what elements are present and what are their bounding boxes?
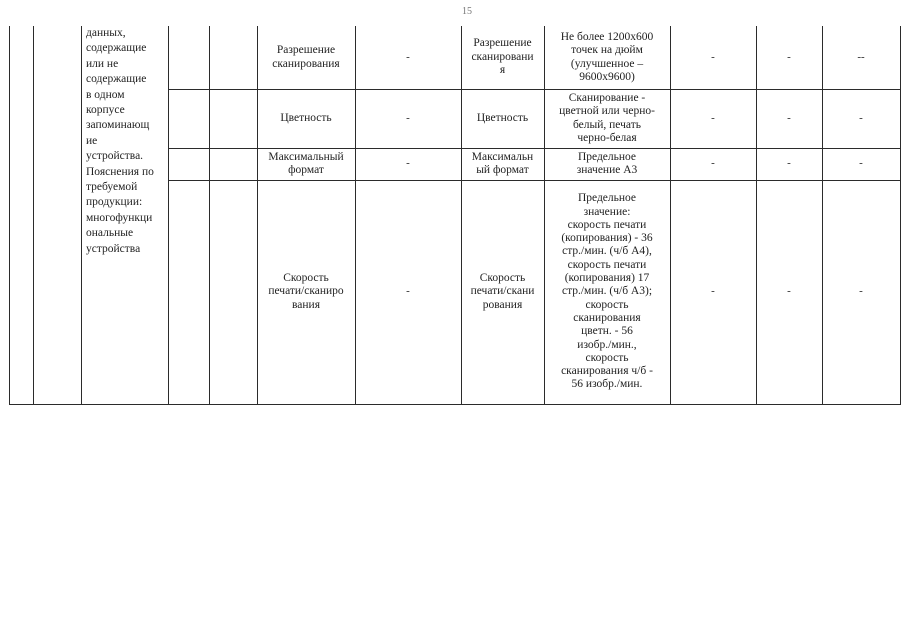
param-dash: - — [787, 50, 791, 63]
col-divider — [81, 26, 82, 404]
col-divider — [33, 26, 34, 404]
page-number: 15 — [462, 6, 472, 17]
param-dash: - — [711, 157, 715, 170]
param-dash: - — [859, 285, 863, 298]
param-value: Не более 1200х600 точек на дюйм (улучшенное – 9600х9600) — [560, 30, 654, 83]
param-dash: - — [787, 157, 791, 170]
param-name: Скорость печати/сканиро вания — [268, 271, 344, 311]
param-dash: - — [406, 285, 410, 298]
table-border-right — [900, 26, 901, 404]
col-divider — [168, 26, 169, 404]
param-name-2: Скорость печати/скани рования — [470, 271, 535, 311]
param-dash: - — [859, 111, 863, 124]
param-name-2: Разрешение сканировани я — [471, 37, 534, 77]
param-value: Сканирование - цветной или черно- белый, печать черно-белая — [559, 91, 655, 144]
table-border-bottom — [9, 404, 901, 405]
param-dash: - — [406, 111, 410, 124]
param-value: Предельное значение А3 — [576, 150, 638, 176]
param-name: Цветность — [280, 111, 332, 124]
param-dash: - — [859, 157, 863, 170]
param-name-2: Максимальн ый формат — [471, 150, 534, 176]
param-value: Предельное значение: скорость печати (копирования) - 36 стр./мин. (ч/б А4), скорость печати (копирования) 17 стр./мин. (ч/б А3); скорость сканирования цветн. - 56 изобр./мин., скорость сканирования ч/б - 56 изобр./мин. — [561, 192, 653, 391]
param-dash: - — [406, 50, 410, 63]
param-name: Максимальный формат — [268, 150, 344, 176]
param-dash: - — [711, 50, 715, 63]
product-description: данных, содержащие или не содержащие в одном корпусе запоминающ ие устройства. Пояснения по требуемой продукции: многофункци ональные устройства — [86, 27, 154, 255]
table-border-left — [9, 26, 10, 404]
param-dash: - — [787, 285, 791, 298]
param-name: Разрешение сканирования — [272, 44, 340, 70]
col-divider — [209, 26, 210, 404]
param-dash: - — [711, 285, 715, 298]
param-dash: - — [406, 157, 410, 170]
param-dash: -- — [857, 50, 865, 63]
param-dash: - — [787, 111, 791, 124]
param-name-2: Цветность — [476, 111, 529, 124]
param-dash: - — [711, 111, 715, 124]
